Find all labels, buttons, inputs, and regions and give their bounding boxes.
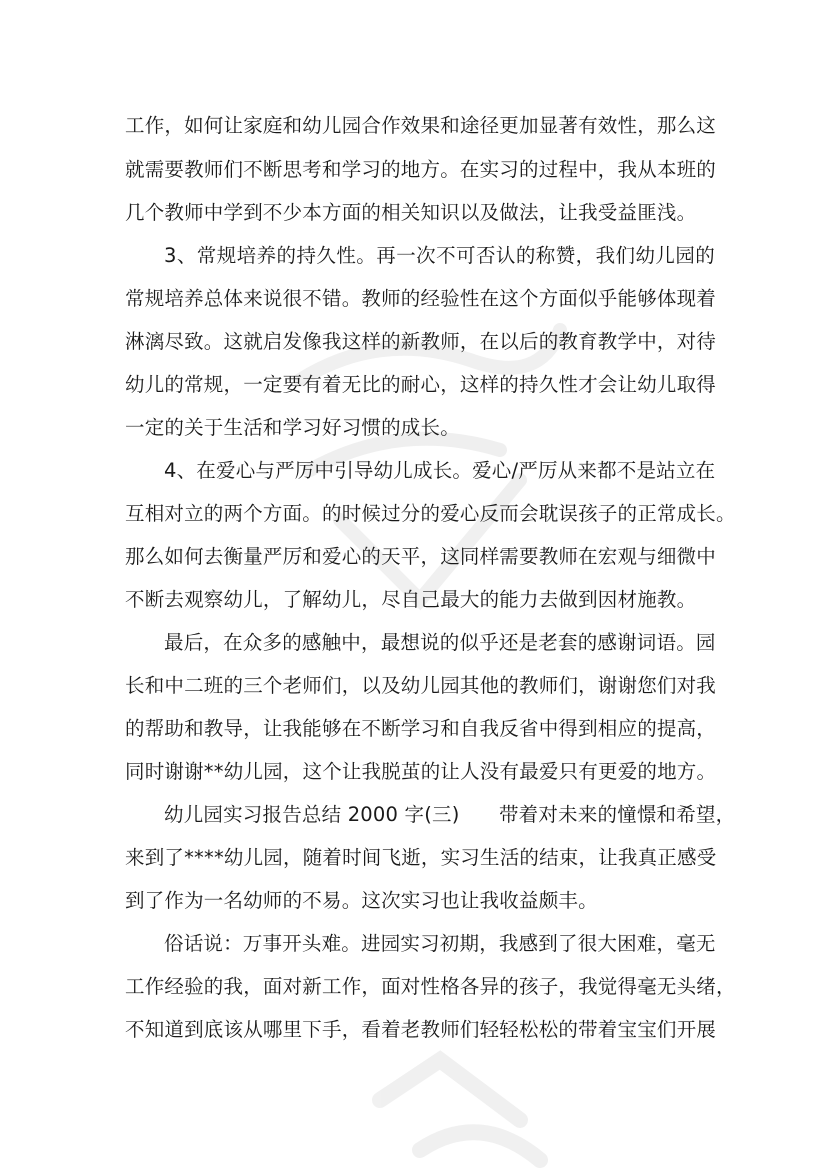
text-line: 最后，在众多的感触中，最想说的似乎还是老套的感谢词语。园 <box>164 631 716 654</box>
text-line: 不知道到底该从哪里下手，看着老教师们轻轻松松的带着宝宝们开展 <box>125 1018 717 1041</box>
text-line: 互相对立的两个方面。的时候过分的爱心反而会耽误孩子的正常成长。 <box>125 502 736 525</box>
text-line: 到了作为一名幼师的不易。这次实习也让我收益颇丰。 <box>125 889 598 912</box>
text-line: 俗话说：万事开头难。进园实习初期，我感到了很大困难，毫无 <box>164 932 716 955</box>
text-line: 淋漓尽致。这就启发像我这样的新教师，在以后的教育教学中，对待 <box>125 330 717 353</box>
text-line: 3、常规培养的持久性。再一次不可否认的称赞，我们幼儿园的 <box>164 244 715 267</box>
text-line: 几个教师中学到不少本方面的相关知识以及做法，让我受益匪浅。 <box>125 201 697 224</box>
text-line: 4、在爱心与严厉中引导幼儿成长。爱心/严厉从来都不是站立在 <box>164 459 716 482</box>
text-line: 常规培养总体来说很不错。教师的经验性在这个方面似乎能够体现着 <box>125 287 717 310</box>
text-line: 那么如何去衡量严厉和爱心的天平，这同样需要教师在宏观与细微中 <box>125 545 717 568</box>
text-line: 工作，如何让家庭和幼儿园合作效果和途径更加显著有效性，那么这 <box>125 114 717 137</box>
text-line: 不断去观察幼儿，了解幼儿，尽自己最大的能力去做到因材施教。 <box>125 588 697 611</box>
text-line: 工作经验的我，面对新工作，面对性格各异的孩子，我觉得毫无头绪， <box>125 975 736 998</box>
text-line: 同时谢谢**幼儿园，这个让我脱茧的让人没有最爱只有更爱的地方。 <box>125 760 717 783</box>
text-line: 就需要教师们不断思考和学习的地方。在实习的过程中，我从本班的 <box>125 158 717 181</box>
text-line: 一定的关于生活和学习好习惯的成长。 <box>125 416 460 439</box>
section-heading-line: 幼儿园实习报告总结 2000 字(三) 带着对未来的憧憬和希望， <box>164 803 736 826</box>
text-line: 的帮助和教导，让我能够在不断学习和自我反省中得到相应的提高， <box>125 717 717 740</box>
text-line: 幼儿的常规，一定要有着无比的耐心，这样的持久性才会让幼儿取得 <box>125 373 717 396</box>
text-line: 来到了****幼儿园，随着时间飞逝，实习生活的结束，让我真正感受 <box>125 846 717 869</box>
text-line: 长和中二班的三个老师们，以及幼儿园其他的教师们，谢谢您们对我 <box>125 674 717 697</box>
